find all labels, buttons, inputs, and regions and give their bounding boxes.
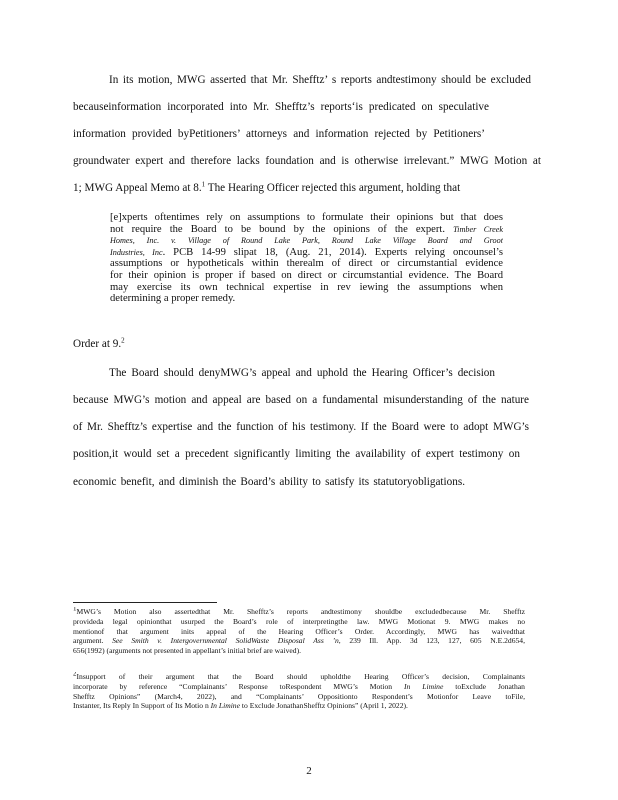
footnote-line — [73, 607, 525, 617]
body-line — [73, 421, 529, 434]
body-line — [73, 155, 541, 168]
body-text: of Mr. Shefftz’s expertise and the function of his testimony. If the Board were to adopt MWG’s — [73, 421, 529, 433]
body-text: economic benefit, and diminish the Board’s ability to satisfy its statutoryobligations. — [73, 476, 465, 488]
case-citation: Industries, Inc — [110, 247, 163, 257]
quote-line — [110, 247, 503, 259]
body-line — [73, 394, 529, 407]
quote-line: for their opinion is proper if based on direct or circumstantial evidence. The Board — [110, 269, 503, 281]
footnote-text: incorporate by reference “Complainants’ Response toRespondent MWG’s Motion — [73, 681, 393, 691]
footnote-text: to Exclude JonathanShefftz Opinions” (April 1, 2022). — [241, 701, 408, 711]
body-line — [73, 476, 465, 489]
quote-line — [110, 224, 503, 236]
case-citation: Timber Creek — [453, 224, 503, 234]
quote-text: . PCB 14-99 slipat 18, (Aug. 21, 2014). Experts relying oncounsel’s — [162, 246, 503, 258]
body-text: Order at 9. — [73, 338, 122, 350]
footnote-text: MWG’s Motion also assertedthat Mr. Shefftz’s reports andtestimony shouldbe excludedbecause Mr. Shefftz — [76, 607, 525, 616]
footnote-text: , 239 Ill. App. 3d 123, 127, 605 N.E.2d654, — [338, 636, 525, 646]
case-citation: In Limine — [404, 681, 444, 691]
case-citation: Homes, Inc. v. Village of Round Lake Park, Round Lake Village Board and Groot — [110, 236, 503, 246]
footnote-line — [73, 636, 525, 646]
footnote-mark: 1 — [73, 607, 77, 613]
footnote-2 — [73, 672, 525, 711]
footnote-text: argument. — [73, 636, 104, 646]
footnote-text: Instanter, Its Reply In Support of Its Motio n — [73, 701, 209, 711]
case-citation: In Limine — [210, 701, 240, 711]
footnote-1 — [73, 607, 525, 656]
footnote-line: 656(1992) (arguments not presented in appellant’s initial brief are waived). — [73, 646, 302, 656]
footnote-line: mentionof that argument inits appeal of the Hearing Officer’s Order. Accordingly, MWG has waivedthat — [73, 626, 525, 636]
footnote-ref[interactable]: 2 — [121, 336, 125, 345]
footnote-text: Insupport of their argument that the Board should upholdthe Hearing Officer’s decision, Complainants — [76, 672, 525, 681]
quote-line: determining a proper remedy. — [110, 293, 236, 305]
footnote-line — [73, 672, 525, 682]
footnote-line — [73, 682, 525, 692]
body-line — [73, 128, 485, 141]
footnote-line: Shefftz Opinions” (March4, 2022), and “Complainants’ Oppositionto Respondent’s Motionfor Leave toFile, — [73, 691, 525, 701]
body-text: position,it would set a precedent significantly limiting the availability of expert testimony on — [73, 448, 520, 460]
block-quote — [110, 212, 503, 305]
body-text: groundwater expert and therefore lacks foundation and is otherwise irrelevant.” MWG Motion at — [73, 155, 541, 167]
footnote-line: provideda legal opinionthat usurped the Board’s role of interpretingthe law. MWG Motionat 9. MWG makes no — [73, 616, 525, 626]
quote-text: not require the Board to be bound by the opinions of the expert. — [110, 223, 445, 235]
body-text: becauseinformation incorporated into Mr. Shefftz’s reports‘is predicated on speculative — [73, 101, 489, 113]
quote-line: may exercise its own technical expertise in rev iewing the assumptions when — [110, 281, 503, 293]
quote-line: [e]xperts oftentimes rely on assumptions to formulate their opinions but that does — [110, 212, 503, 223]
quote-line: assumptions or hypotheticals within therealm of direct or circumstantial evidence — [110, 258, 503, 270]
body-line — [73, 101, 489, 114]
footnote-ref[interactable]: 1 — [201, 180, 206, 189]
footnote-mark: 2 — [73, 672, 77, 678]
body-line — [109, 74, 531, 87]
footnote-separator — [73, 602, 217, 603]
body-text: The Board should denyMWG’s appeal and uphold the Hearing Officer’s decision — [109, 367, 495, 379]
footnote-line — [73, 701, 525, 711]
body-text: because MWG’s motion and appeal are based on a fundamental misunderstanding of the nature — [73, 394, 529, 406]
quote-line — [110, 235, 503, 247]
body-line — [73, 448, 520, 461]
case-citation: See Smith v. Intergovernmental SolidWaste Disposal Ass ’n — [112, 636, 339, 646]
body-line — [73, 182, 493, 195]
body-text: The Hearing Officer rejected this argument, holding that — [207, 182, 461, 194]
order-citation-line — [73, 338, 125, 351]
body-text: information provided byPetitioners’ attorneys and information rejected by Petitioners’ — [73, 128, 485, 140]
body-text: In its motion, MWG asserted that Mr. Shefftz’ s reports andtestimony should be excluded — [109, 74, 531, 86]
body-text: 1; MWG Appeal Memo at 8. — [73, 182, 202, 194]
page-number: 2 — [306, 765, 312, 777]
body-line — [109, 367, 495, 380]
footnote-text: toExclude Jonathan — [455, 681, 525, 691]
